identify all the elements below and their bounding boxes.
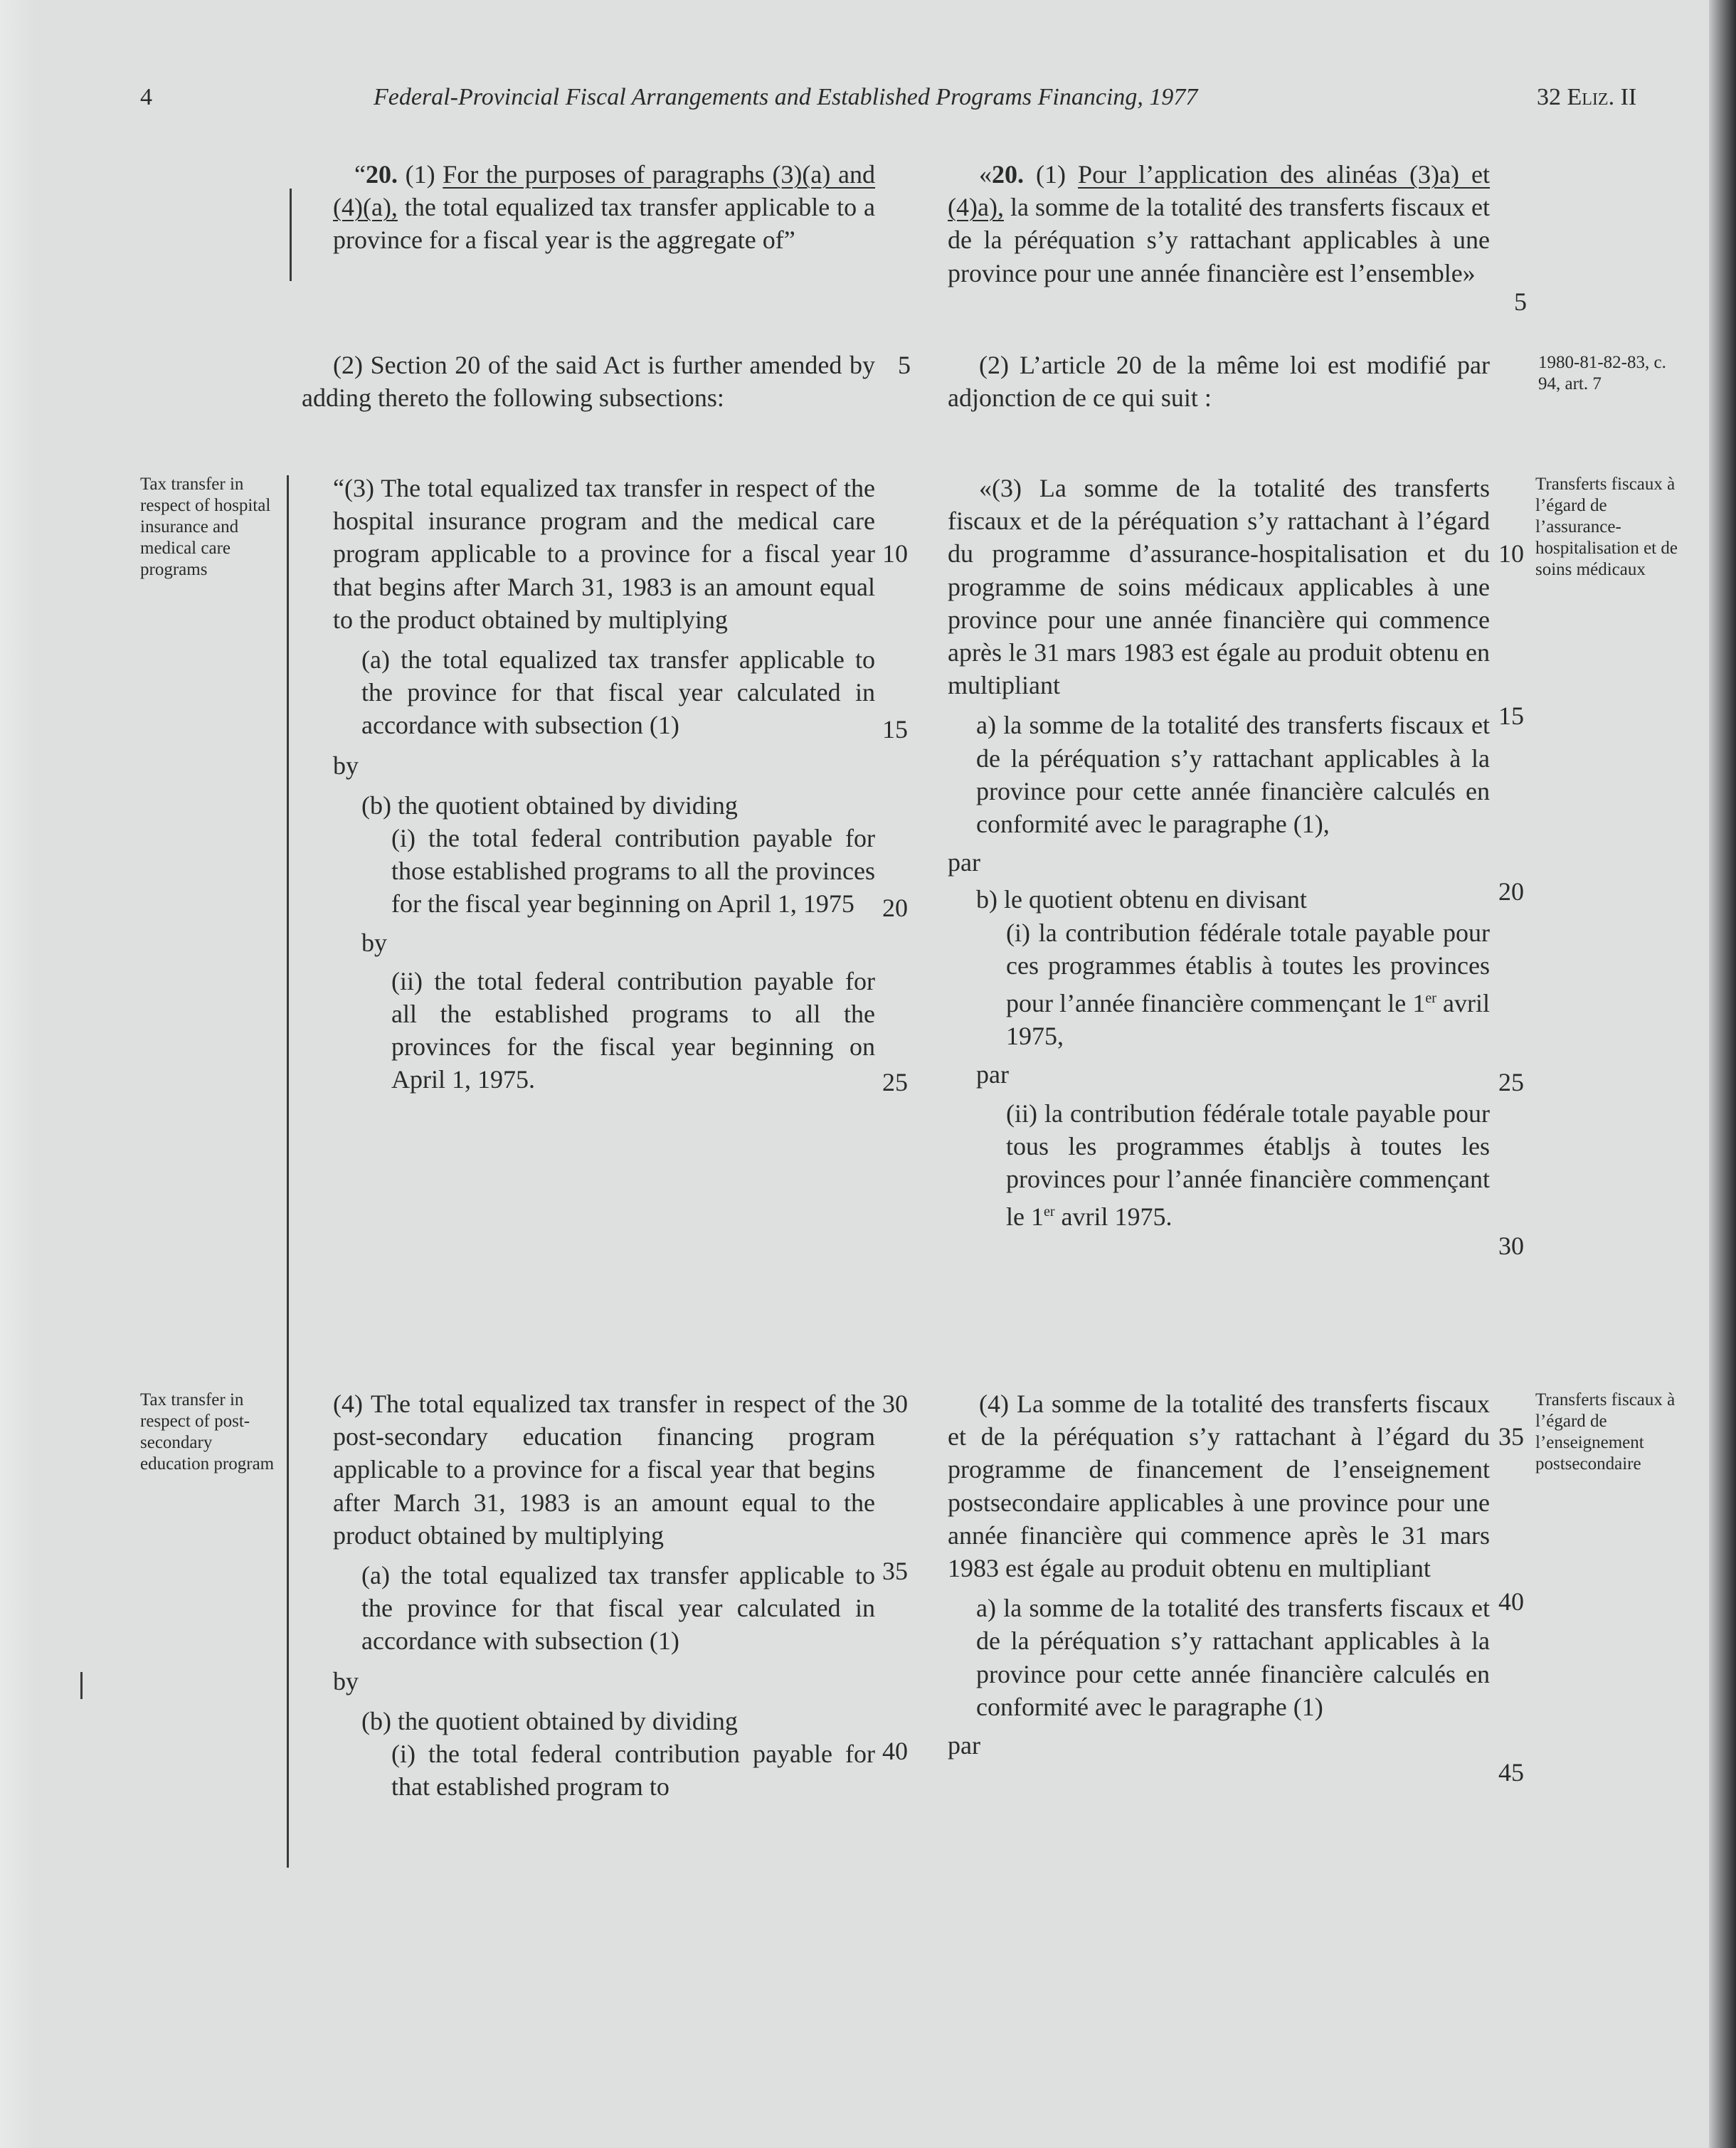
line-number: 15 xyxy=(1498,702,1524,730)
en-s3-b-i: (i) the total federal contribution payable for those established programs to all the provinces for the fiscal year beginning on April 1, 1975 xyxy=(391,824,875,919)
fr-section-20-2: (2) L’article 20 de la même loi est modifié par adjonction de ce qui suit : xyxy=(948,351,1490,413)
line-number: 35 xyxy=(882,1557,908,1585)
margin-mark xyxy=(80,1672,83,1699)
regnal-year: 32 Eliz. II xyxy=(1537,84,1637,110)
en-s4-a: (a) the total equalized tax transfer applicable to the province for that fiscal year calculated in accordance with subsection (1) xyxy=(361,1561,875,1656)
fr-subsection-4 xyxy=(948,1387,1490,1762)
change-bar xyxy=(287,475,289,1868)
line-number: 10 xyxy=(882,539,908,568)
en-s3-b: (b) the quotient obtained by dividing xyxy=(361,790,738,820)
margin-note-postsec-fr: Transferts fiscaux à l’égard de l’enseignement postsecondaire xyxy=(1535,1390,1676,1474)
fr-section-20-1: «20. (1) Pour l’application des alinéas (3)a) et (4)a), la somme de la totalité des transferts fiscaux et de la péréquation s’y rattachant applicables à une province pour une année financière est l’ensemble» xyxy=(948,160,1490,287)
margin-note-postsec-en: Tax transfer in respect of post-secondary education program xyxy=(140,1390,275,1474)
fr-par-2: par xyxy=(976,1060,1009,1089)
fr-s3-b-ii: (ii) la contribution fédérale totale payable pour tous les programmes établjs à toutes les provinces pour l’année financière commençant le 1er avril 1975. xyxy=(1006,1099,1490,1232)
line-number: 45 xyxy=(1498,1758,1524,1787)
en-s4-intro: (4) The total equalized tax transfer in respect of the post-secondary education financing program applicable to a province for a fiscal year that begins after March 31, 1983 is an amount equal to the product obtained by multiplying xyxy=(333,1390,875,1550)
en-s3-intro: “(3) The total equalized tax transfer in respect of the hospital insurance program and the medical care program applicable to a province for a fiscal year that begins after March 31, 1983 is an amount equal to the product obtained by multiplying xyxy=(333,474,875,634)
en-section-20-2: (2) Section 20 of the said Act is further amended by adding thereto the following subsections: xyxy=(302,351,875,413)
fr-par-3: par xyxy=(948,1731,980,1760)
fr-s3-b: b) le quotient obtenu en divisant xyxy=(976,885,1307,914)
en-subsection-4 xyxy=(333,1387,875,1803)
en-by-3: by xyxy=(333,1666,359,1695)
fr-par-1: par xyxy=(948,848,980,877)
fr-s3-intro: «(3) La somme de la totalité des transferts fiscaux et de la péréquation s’y rattachant à l’égard du programme d’assurance-hospitalisation et du programme de soins médicaux applicables à une province pour une année financière qui commence après le 31 mars 1983 est égale au produit obtenu en multipliant xyxy=(948,474,1490,700)
en-s4-b: (b) the quotient obtained by dividing xyxy=(361,1706,738,1735)
en-by-2: by xyxy=(361,928,387,957)
line-number: 10 xyxy=(1498,539,1524,568)
running-title: Federal-Provincial Fiscal Arrangements and Established Programs Financing, 1977 xyxy=(374,84,1198,110)
line-number: 25 xyxy=(1498,1068,1524,1096)
en-s3-a: (a) the total equalized tax transfer applicable to the province for that fiscal year calculated in accordance with subsection (1) xyxy=(361,645,875,740)
page-gutter xyxy=(0,0,36,2148)
line-number: 5 xyxy=(1514,287,1527,316)
en-by-1: by xyxy=(333,751,359,780)
en-s3-b-ii: (ii) the total federal contribution payable for all the established programs to all the provinces for the fiscal year beginning on April 1, 1975. xyxy=(391,966,875,1094)
page-number: 4 xyxy=(140,84,152,110)
line-number: 30 xyxy=(882,1390,908,1418)
fr-s3-a: a) la somme de la totalité des transferts fiscaux et de la péréquation s’y rattachant applicables à la province pour cette année financière calculés en conformité avec le paragraphe (1), xyxy=(976,711,1490,839)
margin-note-citation: 1980-81-82-83, c. 94, art. 7 xyxy=(1538,353,1666,393)
line-number: 40 xyxy=(1498,1587,1524,1616)
line-number: 30 xyxy=(1498,1232,1524,1260)
change-bar xyxy=(290,189,292,281)
line-number: 25 xyxy=(882,1068,908,1096)
margin-note-hospital-en: Tax transfer in respect of hospital insurance and medical care programs xyxy=(140,475,271,579)
line-number: 20 xyxy=(882,894,908,922)
line-number: 20 xyxy=(1498,877,1524,906)
line-number: 40 xyxy=(882,1737,908,1765)
en-section-20-1: “20. (1) For the purposes of paragraphs (3)(a) and (4)(a), the total equalized tax transfer applicable to a province for a fiscal year is the aggregate of” xyxy=(333,160,876,255)
fr-s4-a: a) la somme de la totalité des transferts fiscaux et de la péréquation s’y rattachant applicables à la province pour cette année financière calculés en conformité avec le paragraphe (1) xyxy=(976,1594,1490,1721)
margin-note-hospital-fr: Transferts fiscaux à l’égard de l’assurance-hospitalisation et de soins médicaux xyxy=(1535,475,1678,579)
fr-s4-intro: (4) La somme de la totalité des transferts fiscaux et de la péréquation s’y rattachant à l’égard du programme de financement de l’enseignement postsecondaire applicables à une province pour une année financière qui commence après le 31 mars 1983 est égale au produit obtenu en multipliant xyxy=(948,1390,1490,1583)
en-s4-b-i: (i) the total federal contribution payable for that established program to xyxy=(391,1740,875,1802)
line-number: 5 xyxy=(898,351,911,379)
page-spine-shadow xyxy=(1709,0,1736,2148)
line-number: 15 xyxy=(882,715,908,744)
fr-subsection-3 xyxy=(948,472,1490,1233)
fr-s3-b-i: (i) la contribution fédérale totale payable pour ces programmes établis à toutes les provinces pour l’année financière commençant le 1er avril 1975, xyxy=(1006,918,1490,1051)
line-number: 35 xyxy=(1498,1422,1524,1451)
en-subsection-3 xyxy=(333,472,875,1096)
